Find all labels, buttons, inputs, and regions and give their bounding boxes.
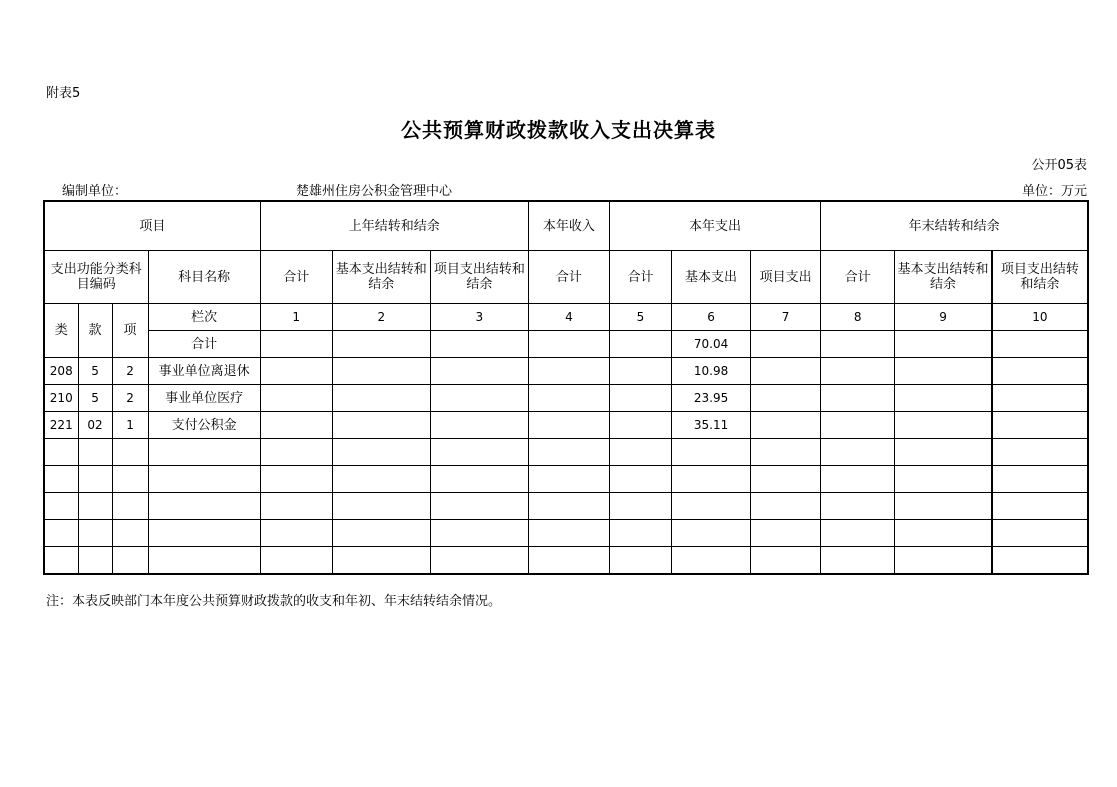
row-value [895,466,992,493]
row-value [430,385,528,412]
header-end-balance: 年末结转和结余 [821,201,1088,251]
row-value [332,547,430,575]
total-value [430,331,528,358]
header-end-total: 合计 [821,251,895,304]
row-value [528,412,609,439]
row-value [609,547,671,575]
header-prev-total: 合计 [260,251,332,304]
row-value [260,547,332,575]
row-value [260,466,332,493]
budget-table [43,200,1089,575]
row-value [260,358,332,385]
header-prev-basic: 基本支出结转和结余 [332,251,430,304]
subject-name [148,493,260,520]
row-value [751,493,821,520]
row-value [528,520,609,547]
code-lei [44,547,78,575]
row-value [332,358,430,385]
header-lei: 类 [44,304,78,358]
form-number: 公开05表 [1031,158,1087,173]
column-number: 3 [430,304,528,331]
row-value [332,439,430,466]
code-xiang [112,493,148,520]
column-number: 10 [992,304,1088,331]
row-value [895,439,992,466]
header-prev-balance: 上年结转和结余 [260,201,528,251]
column-index-label: 栏次 [148,304,260,331]
table-row [44,385,1088,412]
code-lei: 221 [44,412,78,439]
group-header-row [44,201,1088,251]
page-title: 公共预算财政拨款收入支出决算表 [401,118,716,142]
row-value [895,493,992,520]
row-value [260,385,332,412]
total-value [332,331,430,358]
row-value [430,466,528,493]
code-xiang: 1 [112,412,148,439]
row-value [672,520,751,547]
row-value [821,466,895,493]
sub-header-row [44,251,1088,304]
row-value [672,439,751,466]
row-value [821,358,895,385]
table-row [44,412,1088,439]
row-value [992,439,1088,466]
code-xiang: 2 [112,385,148,412]
subject-name: 事业单位离退休 [148,358,260,385]
header-item: 项目 [44,201,260,251]
column-number: 5 [609,304,671,331]
row-value [260,520,332,547]
row-value [992,466,1088,493]
row-value [751,466,821,493]
row-value [992,520,1088,547]
subject-name [148,520,260,547]
total-value [992,331,1088,358]
code-kuan [78,466,112,493]
row-value [430,493,528,520]
row-value [609,439,671,466]
code-kuan: 5 [78,385,112,412]
header-prev-project: 项目支出结转和结余 [430,251,528,304]
code-lei: 210 [44,385,78,412]
header-subject-name: 科目名称 [148,251,260,304]
row-value: 35.11 [672,412,751,439]
table-row [44,466,1088,493]
row-value [895,412,992,439]
row-value [751,412,821,439]
code-xiang [112,466,148,493]
column-number: 4 [528,304,609,331]
row-value [895,520,992,547]
row-value [528,547,609,575]
subject-name [148,439,260,466]
footnote: 注：本表反映部门本年度公共预算财政拨款的收支和年初、年末结转结余情况。 [46,594,502,609]
row-value [609,466,671,493]
column-number: 6 [672,304,751,331]
row-value [992,358,1088,385]
code-xiang [112,520,148,547]
code-lei [44,466,78,493]
row-value [332,385,430,412]
column-index-row [44,304,1088,331]
row-value [821,385,895,412]
row-value: 10.98 [672,358,751,385]
column-number: 2 [332,304,430,331]
header-expense: 本年支出 [609,201,820,251]
code-lei [44,439,78,466]
row-value [751,520,821,547]
row-value [430,439,528,466]
row-value [992,493,1088,520]
code-lei [44,520,78,547]
header-income-total: 合计 [528,251,609,304]
table-row [44,520,1088,547]
header-exp-basic: 基本支出 [672,251,751,304]
total-value [609,331,671,358]
row-value [332,520,430,547]
row-value [895,547,992,575]
unit-name: 楚雄州住房公积金管理中心 [296,184,453,199]
table-row [44,439,1088,466]
total-value: 70.04 [672,331,751,358]
code-kuan: 02 [78,412,112,439]
row-value [672,466,751,493]
code-xiang: 2 [112,358,148,385]
row-value [821,547,895,575]
row-value [430,547,528,575]
row-value [260,412,332,439]
subject-name [148,547,260,575]
header-end-basic: 基本支出结转和结余 [895,251,992,304]
subject-name: 事业单位医疗 [148,385,260,412]
subject-name: 支付公积金 [148,412,260,439]
money-unit: 单位：万元 [1021,184,1087,199]
row-value [992,385,1088,412]
row-value [332,466,430,493]
row-value [332,493,430,520]
row-value [672,547,751,575]
row-value [528,385,609,412]
row-value [751,439,821,466]
row-value [992,547,1088,575]
row-value [260,493,332,520]
code-xiang [112,547,148,575]
row-value [528,358,609,385]
row-value [821,439,895,466]
code-lei: 208 [44,358,78,385]
row-value [430,520,528,547]
code-kuan: 5 [78,358,112,385]
column-number: 8 [821,304,895,331]
row-value [260,439,332,466]
total-value [821,331,895,358]
annex-label: 附表5 [46,86,81,101]
row-value [821,412,895,439]
total-value [528,331,609,358]
row-value [751,547,821,575]
row-value [821,520,895,547]
code-kuan [78,439,112,466]
header-xiang: 项 [112,304,148,358]
row-value [609,412,671,439]
row-value [609,520,671,547]
header-exp-project: 项目支出 [751,251,821,304]
code-lei [44,493,78,520]
header-exp-total: 合计 [609,251,671,304]
row-value: 23.95 [672,385,751,412]
row-value [430,412,528,439]
column-number: 9 [895,304,992,331]
row-value [609,493,671,520]
column-number: 7 [751,304,821,331]
row-value [895,385,992,412]
row-value [751,385,821,412]
row-value [332,412,430,439]
total-value [260,331,332,358]
column-number: 1 [260,304,332,331]
row-value [609,358,671,385]
row-value [609,385,671,412]
table-row [44,358,1088,385]
unit-label: 编制单位： [62,184,128,199]
subject-name [148,466,260,493]
row-value [528,493,609,520]
header-func-code: 支出功能分类科目编码 [44,251,148,304]
row-value [992,412,1088,439]
code-kuan [78,493,112,520]
header-end-project: 项目支出结转和结余 [992,251,1088,304]
code-kuan [78,547,112,575]
table-row [44,547,1088,575]
total-value [751,331,821,358]
row-value [430,358,528,385]
total-value [895,331,992,358]
row-value [751,358,821,385]
total-row [44,331,1088,358]
row-value [672,493,751,520]
row-value [821,493,895,520]
code-xiang [112,439,148,466]
header-income: 本年收入 [528,201,609,251]
table-row [44,493,1088,520]
total-label: 合计 [148,331,260,358]
row-value [895,358,992,385]
row-value [528,439,609,466]
code-kuan [78,520,112,547]
header-kuan: 款 [78,304,112,358]
row-value [528,466,609,493]
